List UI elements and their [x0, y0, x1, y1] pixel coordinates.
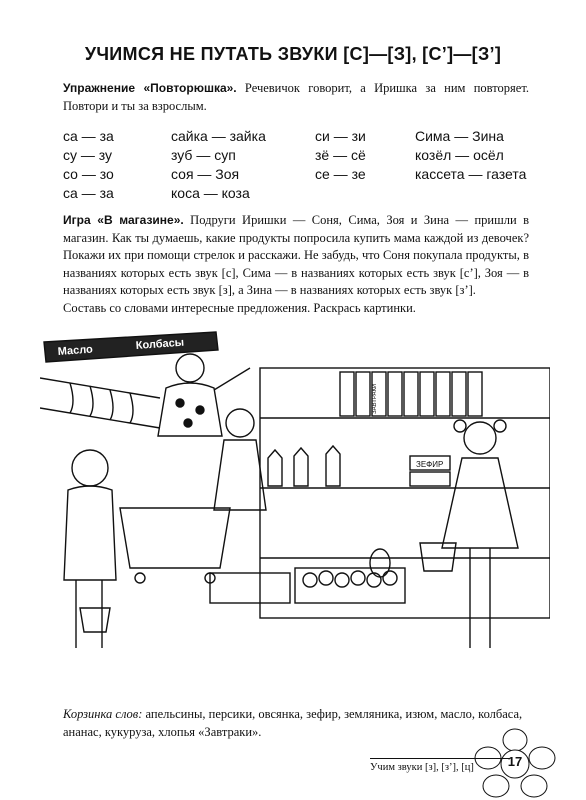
word-pair: сайка — зайка — [171, 128, 266, 144]
shop-illustration — [40, 328, 550, 690]
girl-left — [64, 450, 116, 648]
word-pair: соя — Зоя — [171, 166, 240, 182]
word-row — [63, 166, 543, 185]
game-text: Подруги Иришки — Соня, Сима, Зоя и Зина — пришли в магазин. Как ты думаешь, какие продукты попросила купить мама каждой из девочек? Покажи их при помощи стрелок и расскажи. Не забудь, что Соня покупала продукты, в названиях которых есть звук [с], Сима — в названиях которых есть звук [с’], Зоя — в названиях которых есть звук [з], а Зина — в названиях которых есть звук [з’]. — [63, 213, 529, 297]
task-text: Составь со словами интересные предложения. Раскрась картинки. — [63, 301, 416, 315]
exercise-heading: Упражнение «Повторюшка». — [63, 81, 237, 95]
sign-text-right: Колбасы — [135, 336, 185, 352]
word-pair: се — зе — [315, 166, 366, 182]
word-pair: са — за — [63, 128, 114, 144]
game-paragraph — [63, 212, 529, 300]
word-pair: со — зо — [63, 166, 114, 182]
sausage-shelf — [40, 378, 160, 428]
girl-center — [158, 354, 250, 436]
word-row — [63, 185, 543, 204]
word-pair: зуб — суп — [171, 147, 236, 163]
zefir-label: ЗЕФИР — [416, 460, 444, 469]
milk-cartons — [268, 446, 340, 486]
exercise-paragraph — [63, 80, 529, 115]
word-pair: зё — сё — [315, 147, 366, 163]
word-pair: су — зу — [63, 147, 113, 163]
word-pairs-table — [63, 128, 543, 204]
girl-right — [420, 420, 518, 648]
sign-text-left: Масло — [57, 343, 94, 358]
word-pair: си — зи — [315, 128, 366, 144]
word-basket — [63, 706, 529, 741]
word-pair: козёл — осёл — [415, 147, 504, 163]
word-pair: коса — коза — [171, 185, 250, 201]
shop-sign — [44, 332, 218, 362]
word-pair: Сима — Зина — [415, 128, 504, 144]
word-pair: кассета — газета — [415, 166, 527, 182]
page-title: УЧИМСЯ НЕ ПУТАТЬ ЗВУКИ [С]—[З], [С’]—[З’] — [84, 44, 502, 64]
word-row — [63, 147, 543, 166]
zefir-boxes — [410, 456, 450, 486]
girl-cart — [120, 409, 266, 583]
word-row — [63, 128, 543, 147]
exercise-text: Речевичок говорит, а Иришка за ним повторяет. Повтори и ты за взрослым. — [63, 81, 529, 113]
game-heading: Игра «В магазине». — [63, 213, 184, 227]
basket-label: Корзинка слов: — [63, 707, 143, 721]
box-label: ЗАВТРАКИ — [372, 383, 378, 414]
basket-words: апельсины, персики, овсянка, зефир, земляника, изюм, масло, колбаса, ананас, кукуруза, хлопья «Завтраки». — [63, 707, 523, 739]
fruit-crates — [210, 549, 405, 603]
cereal-boxes — [340, 372, 482, 416]
page-number: 17 — [507, 754, 523, 769]
word-pair: са — за — [63, 185, 114, 201]
page-footer: Учим звуки [з], [з’], [ц] — [370, 758, 510, 773]
